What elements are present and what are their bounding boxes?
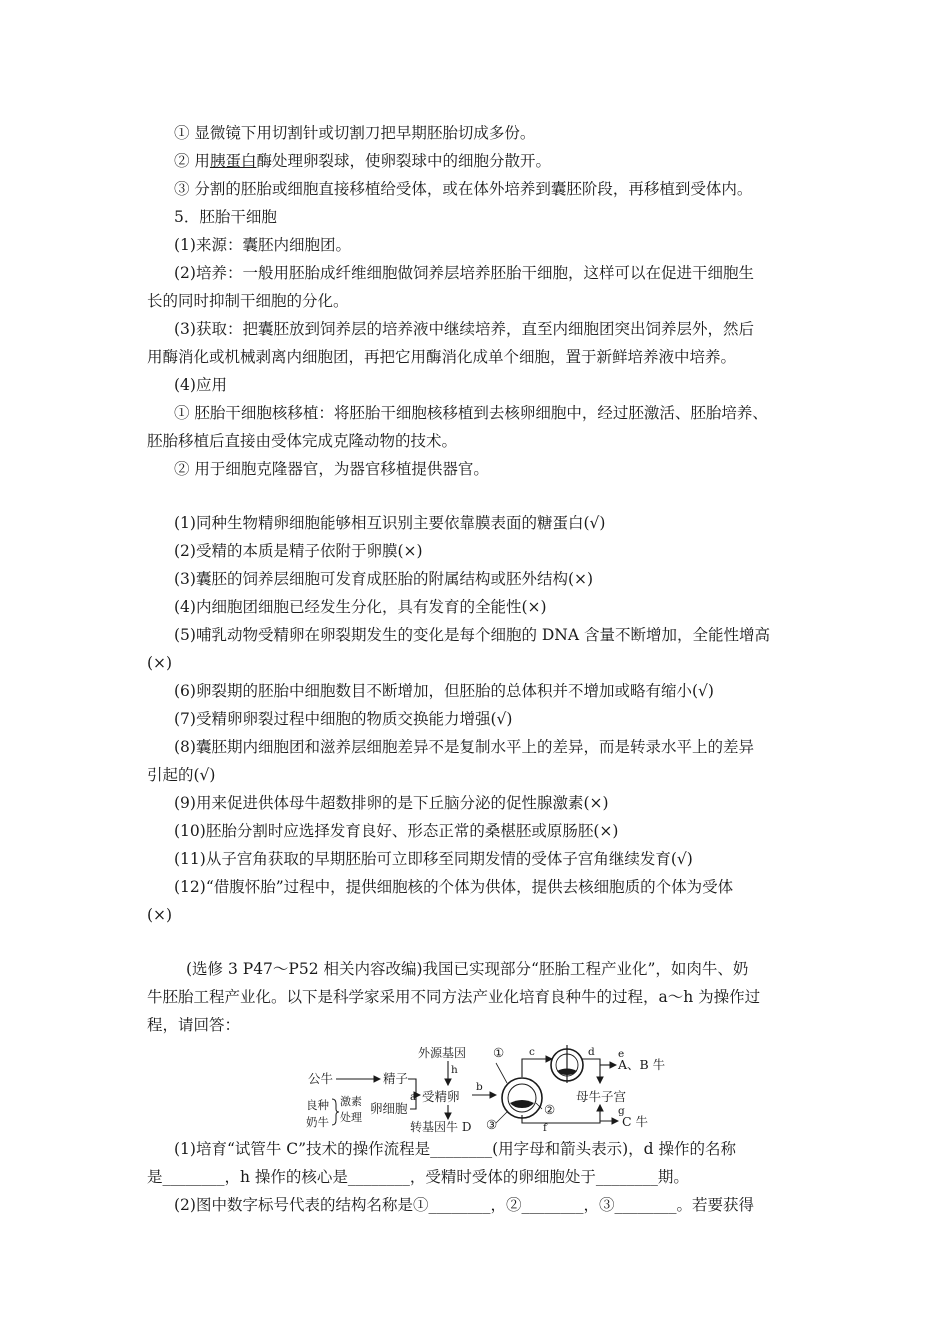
judgement-item: (6)卵裂期的胚胎中细胞数目不断增加，但胚胎的总体积并不增加或略有缩小(√): [174, 682, 714, 700]
text-line: (2)培养：一般用胚胎成纤维细胞做饲养层培养胚胎干细胞，这样可以在促进干细胞生: [174, 264, 754, 282]
text-line: 胚胎移植后直接由受体完成克隆动物的技术。: [147, 432, 458, 450]
question-text: 牛胚胎工程产业化。以下是科学家采用不同方法产业化培育良种牛的过程，a～h 为操作过: [147, 988, 761, 1006]
question-text: (选修 3 P47～P52 相关内容改编)我国已实现部分“胚胎工程产业化”，如肉牛、奶: [186, 960, 749, 978]
zygote-label: 受精卵: [422, 1089, 460, 1104]
judgement-item: (5)哺乳动物受精卵在卵裂期发生的变化是每个细胞的 DNA 含量不断增加，全能性增高: [174, 626, 770, 644]
judgement-item: (10)胚胎分割时应选择发育良好、形态正常的桑椹胚或原肠胚(×): [174, 822, 619, 840]
judgement-item: (4)内细胞团细胞已经发生分化，具有发育的全能性(×): [174, 598, 547, 616]
elite-label: 良种: [306, 1098, 329, 1112]
underlined-term: 胰蛋白: [209, 152, 257, 170]
step-h-label: h: [451, 1064, 458, 1076]
text-line: (3)获取：把囊胚放到饲养层的培养液中继续培养，直至内细胞团突出饲养层外，然后: [174, 320, 754, 338]
text-line: ① 胚胎干细胞核移植：将胚胎干细胞核移植到去核卵细胞中，经过胚激活、胚胎培养、: [174, 404, 768, 422]
judgement-item: (×): [147, 654, 173, 672]
text-line: (1)来源：囊胚内细胞团。: [174, 236, 351, 254]
step-e-label: e: [618, 1048, 625, 1060]
question-part-2: (2)图中数字标号代表的结构名称是①________，②________，③________。若要获得: [174, 1196, 754, 1214]
text-line: ② 用胰蛋白酶处理卵裂球，使卵裂球中的细胞分散开。: [174, 152, 551, 170]
judgement-item: (9)用来促进供体母牛超数排卵的是下丘脑分泌的促性腺激素(×): [174, 794, 609, 812]
bull-label: 公牛: [308, 1071, 334, 1086]
step-c-label: c: [529, 1046, 535, 1058]
transgenic-cow-label: 转基因牛 D: [410, 1120, 472, 1134]
structure-2-label: ②: [544, 1102, 556, 1117]
judgement-item: (11)从子宫角获取的早期胚胎可立即移至同期发情的受体子宫角继续发育(√): [174, 850, 693, 868]
step-g-label: g: [618, 1105, 625, 1117]
judgement-item: (8)囊胚期内细胞团和滋养层细胞差异不是复制水平上的差异，而是转录水平上的差异: [174, 738, 754, 756]
egg-cell-label: 卵细胞: [370, 1101, 408, 1116]
judgement-item: (×): [147, 906, 173, 924]
foreign-gene-label: 外源基因: [418, 1046, 467, 1060]
text-line: ③ 分割的胚胎或细胞直接移植给受体，或在体外培养到囊胚阶段，再移植到受体内。: [174, 180, 753, 198]
hormone-label: 激素: [340, 1095, 362, 1108]
judgement-item: (7)受精卵卵裂过程中细胞的物质交换能力增强(√): [174, 710, 513, 728]
text-line: ② 用于细胞克隆器官，为器官移植提供器官。: [174, 460, 489, 478]
judgement-item: (1)同种生物精卵细胞能够相互识别主要依靠膜表面的糖蛋白(√): [174, 514, 606, 532]
judgement-item: (3)囊胚的饲养层细胞可发育成胚胎的附属结构或胚外结构(×): [174, 570, 594, 588]
step-b-label: b: [476, 1081, 483, 1093]
step-a-label: a: [410, 1091, 417, 1103]
treatment-label: 处理: [340, 1111, 362, 1124]
text-line: ① 显微镜下用切割针或切割刀把早期胚胎切成多份。: [174, 124, 536, 142]
cows-ab-label: A、B 牛: [618, 1057, 666, 1072]
sperm-label: 精子: [383, 1071, 409, 1086]
text-line: 长的同时抑制干细胞的分化。: [147, 292, 349, 310]
question-part-1-cont: 是________，h 操作的核心是________，受精时受体的卵细胞处于________期。: [147, 1168, 689, 1186]
text-line: (4)应用: [174, 376, 227, 394]
step-f-label: f: [543, 1122, 547, 1134]
dairy-cow-label: 奶牛: [306, 1115, 329, 1129]
question-text: 程，请回答：: [147, 1016, 241, 1034]
breeding-process-diagram: [300, 1043, 700, 1135]
structure-1-label: ①: [493, 1045, 505, 1060]
step-d-label: d: [588, 1046, 595, 1058]
text-line: 用酶消化或机械剥离内细胞团，再把它用酶消化成单个细胞，置于新鲜培养液中培养。: [147, 348, 737, 366]
cow-c-label: C 牛: [622, 1114, 649, 1129]
judgement-item: (2)受精的本质是精子依附于卵膜(×): [174, 542, 423, 560]
structure-3-label: ③: [486, 1117, 498, 1132]
judgement-item: 引起的(√): [147, 766, 216, 784]
uterus-label: 母牛子宫: [576, 1089, 627, 1104]
question-part-1: (1)培育“试管牛 C”技术的操作流程是________(用字母和箭头表示)，d 操作的名称: [174, 1140, 737, 1158]
judgement-item: (12)“借腹怀胎”过程中，提供细胞核的个体为供体，提供去核细胞质的个体为受体: [174, 878, 734, 896]
section-heading: 5．胚胎干细胞: [174, 208, 277, 226]
